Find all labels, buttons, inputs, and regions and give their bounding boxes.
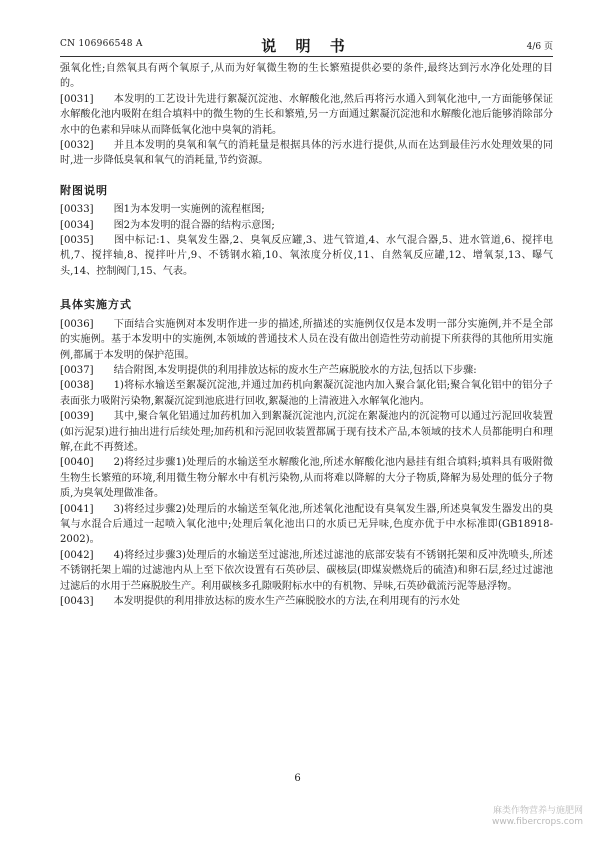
paragraph-text: 本发明的工艺设计先进行絮凝沉淀池、水解酸化池,然后再将污水通入到氧化池中,一方面能够保证水解酸化池内吸附在组合填料中的微生物的生长和繁殖,另一方面通过絮凝沉淀池和水解酸化池后能够消除部分水中的色素和异味从而降低氧化池中臭氧的消耗。 [60,93,553,136]
paragraph-text: 下面结合实施例对本发明作进一步的描述,所描述的实施例仅仅是本发明一部分实施例,并不是全部的实施例。基于本发明中的实施例,本领域的普通技术人员在没有做出创造性劳动前提下所获得的其他所用实施例,都属于本发明的保护范围。 [60,318,553,361]
paragraph-number: [0038] [60,380,94,392]
document-title: 说 明 书 [261,37,352,55]
watermark-url: www.fibercrops.com [492,817,583,827]
section-heading-embodiments: 具体实施方式 [60,298,132,312]
paragraph [60,502,553,548]
document-body [60,61,553,609]
paragraph [60,92,553,138]
paragraph-continued [60,61,553,92]
paragraph-number: [0031] [60,93,94,105]
paragraph-text: 图中标记:1、臭氧发生器,2、臭氧反应罐,3、进气管道,4、水气混合器,5、进水管道,6、搅拌电机,7、搅拌轴,8、搅拌叶片,9、不锈钢水箱,10、氧浓度分析仪,11、自然氧反应罐,12、增氧泵,13、曝气头,14、控制阀门,15、气表。 [60,235,553,277]
page-indicator: 4/6 页 [526,42,553,52]
paragraph [60,233,553,279]
paragraph [60,378,553,409]
paragraph [60,548,553,594]
paragraph-text: 4)将经过步骤3)处理后的水输送至过滤池,所述过滤池的底部安装有不锈钢托架和反冲洗喷头,所述不锈钢托架上端的过滤池内从上至下依次设置有石英砂层、碳核层(即煤炭燃烧后的硫渣)和卵石层,经过过滤池过滤后的水用于苎麻脱胶生产。利用碳核多孔隙吸附标水中的有机物、异味,石英砂截流污泥等悬浮物。 [60,549,553,592]
paragraph [60,409,553,455]
paragraph-text: 本发明提供的利用排放达标的废水生产苎麻脱胶水的方法,在利用现有的污水处 [113,596,460,607]
paragraph-number: [0035] [60,235,94,247]
paragraph-number: [0036] [60,318,94,330]
paragraph-text: 1)将标水输送至絮凝沉淀池,并通过加药机向絮凝沉淀池内加入聚合氯化铝;聚合氧化铝中的铝分子表面张力吸附污染物,絮凝沉淀到池底进行回收,絮凝池的上清液进入水解氧化池内。 [60,380,553,407]
paragraph [60,594,553,609]
paragraph-text: 3)将经过步骤2)处理后的水输送至氧化池,所述氧化池配设有臭氧发生器,所述臭氧发生器发出的臭氧与水混合后通过一起喷入氧化池中;处理后氧化池出口的水质已无异味,色度亦优于中水标准即(GB18918-2002)。 [60,503,553,546]
paragraph [60,138,553,169]
paragraph-number: [0039] [60,411,94,423]
paragraph-text: 并且本发明的臭氧和氧气的消耗量是根据具体的污水进行提供,从而在达到最佳污水处理效果的同时,进一步降低臭氧和氧气的消耗量,节约资源。 [60,140,553,167]
watermark-line: 麻类作物营养与施肥网 [492,806,583,816]
paragraph [60,317,553,363]
paragraph [60,363,553,378]
paragraph [60,218,553,233]
paragraph-number: [0042] [60,549,94,561]
paragraph [60,455,553,501]
watermark [492,806,583,828]
section-heading-figures: 附图说明 [60,183,108,197]
paragraph-number: [0034] [60,219,94,231]
paragraph-number: [0043] [60,596,94,607]
page-header [60,36,553,54]
paragraph-number: [0037] [60,364,94,376]
paragraph-text: 2)将经过步骤1)处理后的水输送至水解酸化池,所述水解酸化池内悬挂有组合填料;填料具有吸附微生物生长繁殖的环境,利用微生物分解水中有机污染物,从而将难以降解的大分子物质,降解为易处理的低分子物质,为臭氧处理做准备。 [60,457,553,500]
paragraph-text: 图2为本发明的混合器的结构示意图; [113,219,275,231]
paragraph-text: 图1为本发明一实施例的流程框图; [113,204,265,216]
paragraph [60,202,553,217]
paragraph-text: 结合附图,本发明提供的利用排放达标的废水生产苎麻脱胶水的方法,包括以下步骤: [113,364,477,376]
header-divider [60,56,553,57]
paragraph-number: [0041] [60,503,94,515]
paragraph-text: 其中,聚合氧化铝通过加药机加入到絮凝沉淀池内,沉淀在絮凝池内的沉淀物可以通过污泥回收装置(如污泥泵)进行抽出进行后续处理;加药机和污泥回收装置都属于现有技术产品,本领域的技术人员都能明白和理解,在此不再赘述。 [60,411,553,453]
patent-number: CN 106966548 A [60,39,143,49]
page-number: 6 [294,773,301,784]
paragraph-number: [0032] [60,140,94,152]
paragraph-text: 强氧化性;自然氧具有两个氧原子,从而为好氧微生物的生长繁殖提供必要的条件,最终达到污水净化处理的目的。 [60,63,553,90]
paragraph-number: [0040] [60,457,94,469]
paragraph-number: [0033] [60,204,94,216]
